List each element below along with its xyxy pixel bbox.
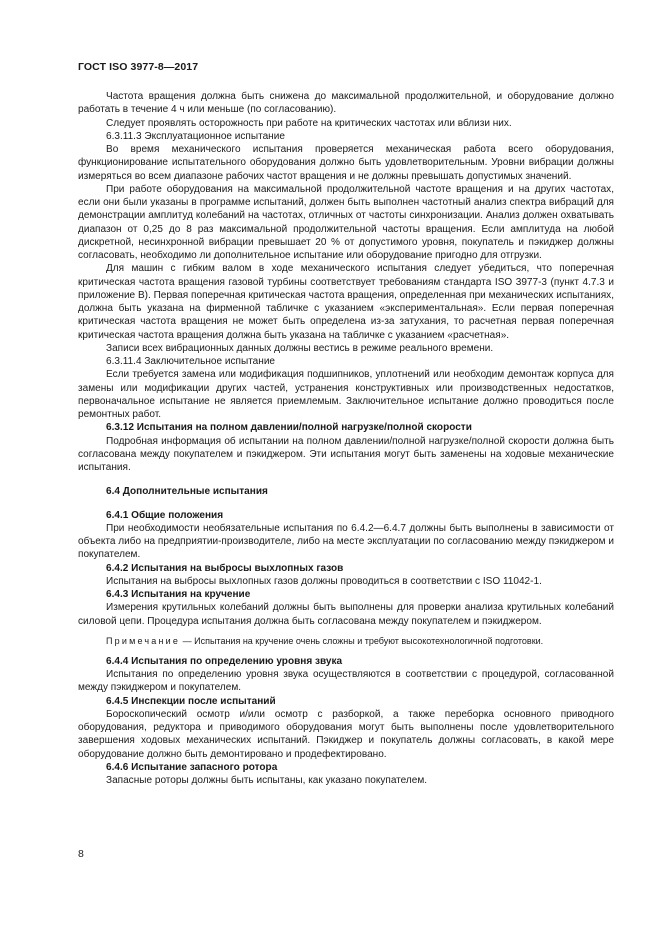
paragraph: Если требуется замена или модификация подшипников, уплотнений или необходим демонтаж корпуса для замены или модификации других частей, устранения конструктивных или производственных недостатков, первоначальное испытание не является приемлемым. Заключительное испытание должно проводиться после ремонтных работ. (78, 369, 614, 420)
subsection-heading: 6.3.11.3 Эксплуатационное испытание (106, 130, 285, 142)
subsection-heading: 6.3.11.4 Заключительное испытание (106, 356, 276, 367)
paragraph: Запасные роторы должны быть испытаны, как указано покупателем. (106, 775, 428, 786)
paragraph: Испытания на выбросы выхлопных газов должны проводиться в соответствии с ISO 11042-1. (106, 575, 542, 587)
paragraph: Частота вращения должна быть снижена до максимальной продолжительной, и оборудование должно работать в течение 4 ч или меньше (по согласованию). (78, 91, 614, 116)
document-header: ГОСТ ISO 3977-8—2017 (78, 61, 199, 73)
note-text: Испытания на кручение очень сложны и требуют высокотехнологичной подготовки. (194, 635, 544, 646)
section-heading: 6.4 Дополнительные испытания (106, 486, 268, 498)
document-body (78, 90, 614, 787)
section-heading: 6.4.6 Испытание запасного ротора (106, 761, 278, 773)
note-dash: — (180, 635, 195, 646)
paragraph: Во время механического испытания проверяется механическая работа всего оборудования, функционирование испытательного оборудования должно быть удовлетворительным. Уровни вибрации должны измеряться во всем диапазоне рабочих частот вращения и не должны превышать допустимых значений. (78, 144, 614, 182)
section-heading: 6.4.3 Испытания на кручение (106, 589, 251, 600)
paragraph: Следует проявлять осторожность при работе на критических частотах или вблизи них. (106, 117, 512, 129)
paragraph: Для машин с гибким валом в ходе механического испытания следует убедиться, что поперечная критическая частота вращения газовой турбины соответствует требованиям стандарта ISO 3977-3 (пункт 4.7.3 и приложение В). Первая поперечная критическая частота вращения, определенная при механических испытаниях, должна быть указана на фирменной табличке с указанием «экспериментальная». Если первая поперечная критическая частота вращения не может быть определена из-за затухания, то расчетная первая поперечная критическая частота вращения должна быть указана на табличке с указанием «расчетная». (78, 263, 614, 341)
section-heading: 6.4.2 Испытания на выбросы выхлопных газов (106, 562, 344, 574)
section-heading: 6.3.12 Испытания на полном давлении/полной нагрузке/полной скорости (106, 422, 472, 434)
paragraph: Испытания по определению уровня звука осуществляются в соответствии с процедурой, согласованной между пэкиджером и покупателем. (78, 669, 614, 694)
note (78, 635, 614, 647)
section-heading: 6.4.4 Испытания по определению уровня звука (106, 655, 343, 667)
paragraph: Бороскопический осмотр и/или осмотр с разборкой, а также переборка основного приводного оборудования, редуктора и приводимого оборудования могут быть выполнены после удовлетворительного завершения ходовых механических испытаний. Пэкиджер и покупатель должны согласовать, в какой мере оборудование должно быть демонтировано и продефектировано. (78, 708, 614, 760)
paragraph: Измерения крутильных колебаний должны быть выполнены для проверки анализа крутильных колебаний силовой цепи. Процедура испытания должна быть согласована между покупателем и пэкиджером. (78, 602, 614, 627)
section-heading: 6.4.1 Общие положения (106, 509, 224, 521)
page-number: 8 (78, 848, 84, 860)
paragraph: При необходимости необязательные испытания по 6.4.2—6.4.7 должны быть выполнены в зависимости от объекта либо на предприятии-производителе, либо на месте эксплуатации по согласованию между пэкиджером и покупателем. (78, 522, 614, 561)
paragraph: Подробная информация об испытании на полном давлении/полной нагрузке/полной скорости должна быть согласована между покупателем и пэкиджером. Эти испытания могут быть заменены на ходовые механические испытания. (78, 435, 614, 473)
note-label: Примечание (106, 635, 181, 646)
section-heading: 6.4.5 Инспекции после испытаний (106, 695, 276, 707)
paragraph: При работе оборудования на максимальной продолжительной частоте вращения и на других частотах, если они были указаны в программе испытаний, должен быть выполнен частотный анализ спектра вибраций для демонстрации амплитуд колебаний на частотах, отличных от частоты синхронизации. Анализ должен охватывать диапазон от 0,25 до 8 раз максимальной продолжительной частоты вращения. Если амплитуда на любой дискретной, несинхронной вибрации превышает 20 % от допустимого уровня, покупатель и пэкиджер должны согласовать, необходимо ли дополнительное испытание или оборудование пригодно для отгрузки. (78, 183, 614, 261)
paragraph: Записи всех вибрационных данных должны вестись в режиме реального времени. (106, 342, 494, 354)
